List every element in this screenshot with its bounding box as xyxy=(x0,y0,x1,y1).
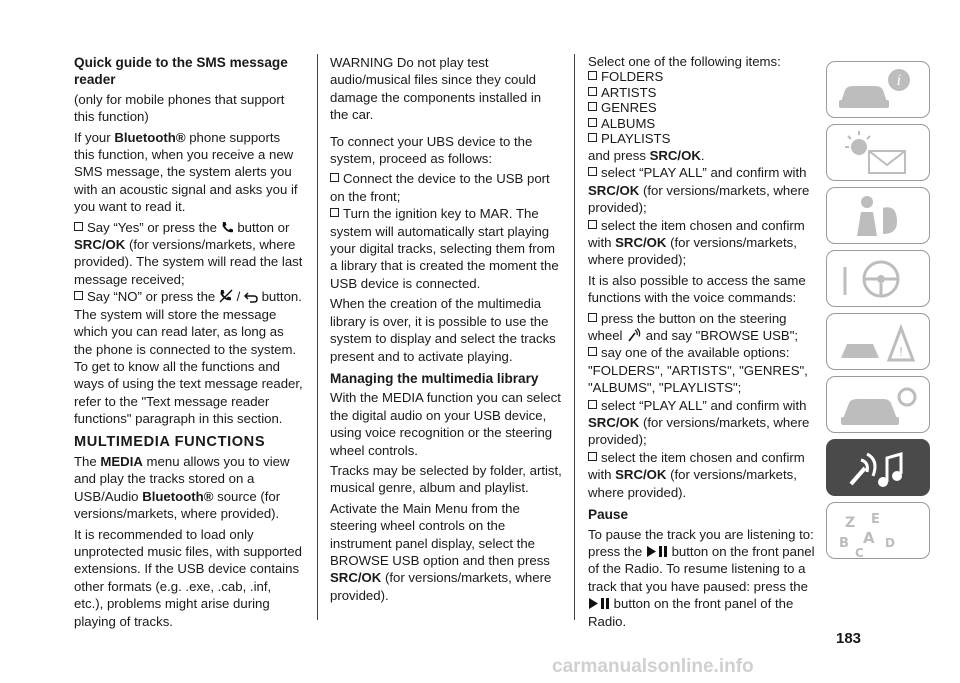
tab-emergency[interactable] xyxy=(826,313,930,370)
bullet-box-icon xyxy=(74,291,83,300)
list-item: GENRES xyxy=(588,100,816,116)
paragraph: The MEDIA menu allows you to view and play the tracks stored on a USB/Audio Bluetooth® source (for versions/markets, where provided). xyxy=(74,453,290,522)
bullet-box-icon xyxy=(588,347,597,356)
tab-maintenance[interactable] xyxy=(826,376,930,433)
tab-multimedia[interactable] xyxy=(826,439,930,496)
paragraph: It is recommended to load only unprotected music files, with supported extensions. If the USB device contains other formats (e.g. .exe, .cab, .inf, etc.), problems might arise during playing of tracks. xyxy=(74,526,302,629)
svg-text:C: C xyxy=(855,546,864,560)
paragraph: If your Bluetooth® phone supports this function, when you receive a new SMS message, the system alerts you with an acoustic signal and asks you if you want to read it. xyxy=(74,129,298,215)
paragraph: Activate the Main Menu from the steering wheel controls on the instrument panel display, select the BROWSE USB option and then press SRC/OK (for versions/markets, where provided). xyxy=(330,500,552,603)
phone-mute-icon xyxy=(219,289,233,303)
paragraph: To pause the track you are listening to: press the button on the front panel of the Radio. To resume listening to a track that you have paused: press the button on the front panel of the Radio. xyxy=(588,526,815,629)
bullet-box-icon xyxy=(588,220,597,229)
heading-managing-library: Managing the multimedia library xyxy=(330,370,539,386)
paragraph: It is also possible to access the same functions with the voice commands: xyxy=(588,272,806,306)
bullet-box-icon xyxy=(588,133,597,142)
car-info-icon xyxy=(827,62,931,119)
svg-text:A: A xyxy=(863,529,875,547)
heading-pause: Pause xyxy=(588,507,629,523)
paragraph: With the MEDIA function you can select the digital audio on your USB device, using voice recognition or the steering wheel controls. xyxy=(330,390,561,458)
bullet-box-icon xyxy=(330,173,339,182)
multimedia-icon xyxy=(827,440,931,497)
bullet-box-icon xyxy=(588,87,597,96)
list-item: Turn the ignition key to MAR. The system will automatically start playing your digital tracks, selecting them from a library that is created the moment the USB device is connected. xyxy=(330,206,559,291)
tab-car-info[interactable] xyxy=(826,61,930,118)
paragraph: and press SRC/OK. xyxy=(588,147,705,163)
list-item: select “PLAY ALL” and confirm with SRC/OK (for versions/markets, where provided); xyxy=(588,165,810,216)
bullet-box-icon xyxy=(588,452,597,461)
watermark: carmanualsonline.info xyxy=(552,656,754,677)
paragraph: When the creation of the multimedia library is over, it is possible to use the system to display and select the tracks present and to activate playing. xyxy=(330,296,556,364)
emergency-icon xyxy=(827,314,931,371)
page-number: 183 xyxy=(836,630,862,647)
play-pause-icon xyxy=(646,545,668,558)
bullet-box-icon xyxy=(588,102,597,111)
back-arrow-icon xyxy=(244,291,258,303)
list-item: say one of the available options: "FOLDERS", "ARTISTS", "GENRES", "ALBUMS", "PLAYLISTS"; xyxy=(588,345,808,396)
column-2 xyxy=(330,54,562,607)
svg-text:!: ! xyxy=(898,345,904,359)
driving-icon xyxy=(827,251,931,308)
heading-multimedia-functions: MULTIMEDIA FUNCTIONS xyxy=(74,433,266,450)
paragraph: Tracks may be selected by folder, artist, musical genre, album and playlist. xyxy=(330,462,562,496)
list-item: ARTISTS xyxy=(588,85,816,101)
svg-text:i: i xyxy=(896,73,902,89)
list-item: Say “NO” or press the / button. The system will store the message which you can read later, as long as the phone is connected to the system. To get to know all the functions and ways of using the text message reader, refer to the "Text message reader functions" paragraph in this section. xyxy=(74,289,303,427)
list-item: FOLDERS xyxy=(588,69,816,85)
warning-lights-icon xyxy=(827,125,931,182)
list-item: press the button on the steering wheel and say "BROWSE USB"; xyxy=(588,310,799,344)
list-item: Say “Yes” or press the button or SRC/OK (for versions/markets, where provided). The system will read the last message received; xyxy=(74,219,303,287)
column-divider xyxy=(317,54,318,620)
svg-text:Z: Z xyxy=(845,515,856,531)
bullet-box-icon xyxy=(588,71,597,80)
list-item: ALBUMS xyxy=(588,116,816,132)
bullet-box-icon xyxy=(588,400,597,409)
heading-sms-reader: Quick guide to the SMS message reader xyxy=(74,55,288,88)
bullet-box-icon xyxy=(588,313,597,322)
maintenance-icon xyxy=(827,377,931,434)
list-item: select the item chosen and confirm with SRC/OK (for versions/markets, where provided). xyxy=(588,449,805,500)
play-pause-icon xyxy=(588,597,610,610)
paragraph: (only for mobile phones that support this function) xyxy=(74,91,285,125)
bullet-box-icon xyxy=(330,208,339,217)
bullet-box-icon xyxy=(588,118,597,127)
tab-driving[interactable] xyxy=(826,250,930,307)
svg-text:B: B xyxy=(839,536,849,551)
list-item: select “PLAY ALL” and confirm with SRC/OK (for versions/markets, where provided); xyxy=(588,397,810,448)
column-3 xyxy=(588,54,816,633)
svg-text:E: E xyxy=(871,512,880,527)
list-item: Connect the device to the USB port on the front; xyxy=(330,171,550,204)
tab-index[interactable] xyxy=(826,502,930,559)
tab-safety[interactable] xyxy=(826,187,930,244)
voice-command-icon xyxy=(626,328,642,342)
safety-icon xyxy=(827,188,931,245)
phone-icon xyxy=(221,221,234,234)
warning-paragraph: WARNING Do not play test audio/musical files since they could damage the components installed in the car. xyxy=(330,55,542,123)
bullet-box-icon xyxy=(588,167,597,176)
index-icon xyxy=(827,503,931,560)
tab-warning-lights[interactable] xyxy=(826,124,930,181)
list-item: PLAYLISTS xyxy=(588,131,816,147)
list-item: select the item chosen and confirm with SRC/OK (for versions/markets, where provided); xyxy=(588,217,805,268)
paragraph: To connect your UBS device to the system, proceed as follows: xyxy=(330,133,533,167)
paragraph: Select one of the following items: xyxy=(588,54,781,69)
svg-text:D: D xyxy=(885,536,895,550)
folder-list xyxy=(588,69,816,147)
chapter-tabs xyxy=(826,61,932,565)
column-1 xyxy=(74,54,304,633)
bullet-box-icon xyxy=(74,222,83,231)
column-divider xyxy=(574,54,575,620)
